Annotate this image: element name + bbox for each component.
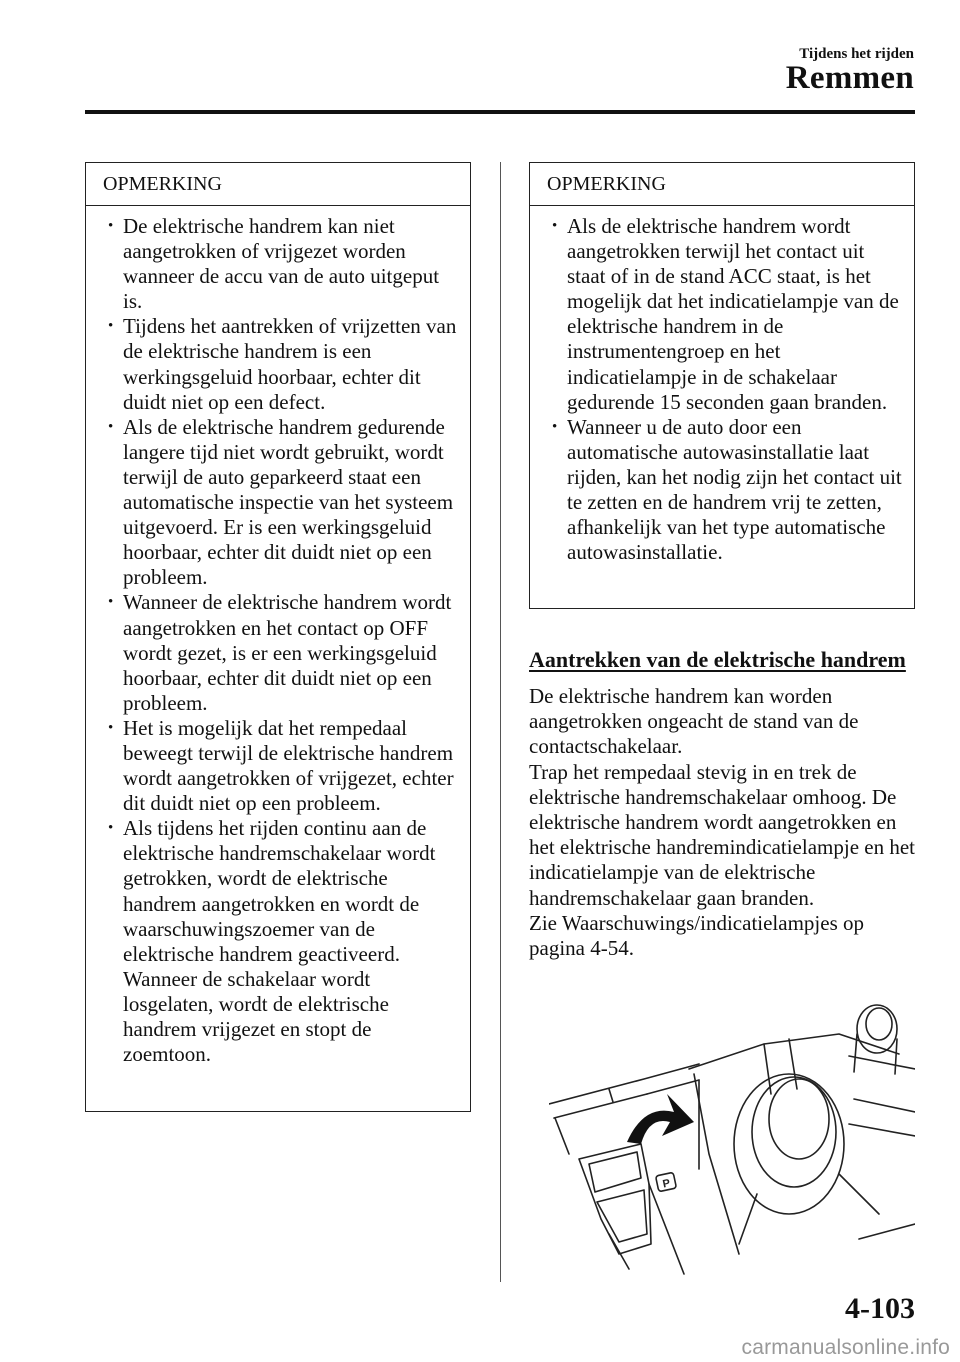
- header-section-label: Tijdens het rijden: [799, 46, 914, 62]
- section-body: [529, 684, 919, 961]
- switch-symbol: P: [661, 1177, 672, 1191]
- body-paragraph: Trap het rempedaal stevig in en trek de elektrische handremschakelaar omhoog. De elektrische handrem wordt aangetrokken en het elektrische handremindicatielampje en het indicatielampje van de elektrische handremschakelaar gaan branden.: [529, 759, 915, 910]
- note-list: [86, 206, 470, 1067]
- body-paragraph: Zie Waarschuwings/indicatielampjes op pagina 4-54.: [529, 910, 864, 961]
- column-divider: [500, 162, 501, 1282]
- note-box-right: [529, 162, 915, 609]
- watermark: carmanualsonline.info: [741, 1336, 950, 1359]
- note-item: • Het is mogelijk dat het rempedaal beweegt terwijl de elektrische handrem wordt aangetrokken of vrijgezet, echter dit duidt niet op een probleem.: [110, 716, 462, 816]
- note-heading: OPMERKING: [530, 163, 914, 206]
- body-paragraph: De elektrische handrem kan worden aangetrokken ongeacht de stand van de contactschakelaar.: [529, 684, 859, 759]
- note-item: • Als de elektrische handrem wordt aangetrokken terwijl het contact uit staat of in de stand ACC staat, is het mogelijk dat het indicatielampje van de elektrische handrem in de instrumentengroep en het indicatielampje in de schakelaar gedurende 15 seconden gaan branden.: [554, 214, 906, 415]
- note-item: • Als de elektrische handrem gedurende langere tijd niet wordt gebruikt, wordt terwijl de auto geparkeerd staat een automatische inspectie van het systeem uitgevoerd. Er is een werkingsgeluid hoorbaar, echter dit duidt niet op een probleem.: [110, 415, 462, 591]
- note-item: • Tijdens het aantrekken of vrijzetten van de elektrische handrem is een werkingsgeluid hoorbaar, echter dit duidt niet op een defect.: [110, 314, 462, 414]
- note-heading: OPMERKING: [86, 163, 470, 206]
- page-title: Remmen: [785, 60, 914, 96]
- header-rule: [85, 110, 915, 114]
- note-item: • De elektrische handrem kan niet aangetrokken of vrijgezet worden wanneer de accu van de auto uitgeput is.: [110, 214, 462, 314]
- page-number: 4-103: [845, 1292, 915, 1325]
- note-list: [530, 206, 914, 565]
- note-item: • Als tijdens het rijden continu aan de elektrische handremschakelaar wordt getrokken, wordt de elektrische handrem aangetrokken en wordt de waarschuwingszoemer van de elektrische handrem geactiveerd. Wanneer de schakelaar wordt losgelaten, wordt de elektrische handrem vrijgezet en stopt de zoemtoon.: [110, 816, 462, 1067]
- note-item: • Wanneer u de auto door een automatische autowasinstallatie laat rijden, kan het nodig zijn het contact uit te zetten en de handrem vrij te zetten, afhankelijk van het type automatische autowasinstallatie.: [554, 415, 906, 566]
- section-heading: Aantrekken van de elektrische handrem: [529, 647, 906, 672]
- note-item: • Wanneer de elektrische handrem wordt aangetrokken en het contact op OFF wordt gezet, is er een werkingsgeluid hoorbaar, echter dit duidt niet op een probleem.: [110, 590, 462, 715]
- pull-up-arrow-icon: [627, 1094, 694, 1144]
- parking-brake-switch-illustration: [549, 994, 915, 1276]
- note-box-left: [85, 162, 471, 1112]
